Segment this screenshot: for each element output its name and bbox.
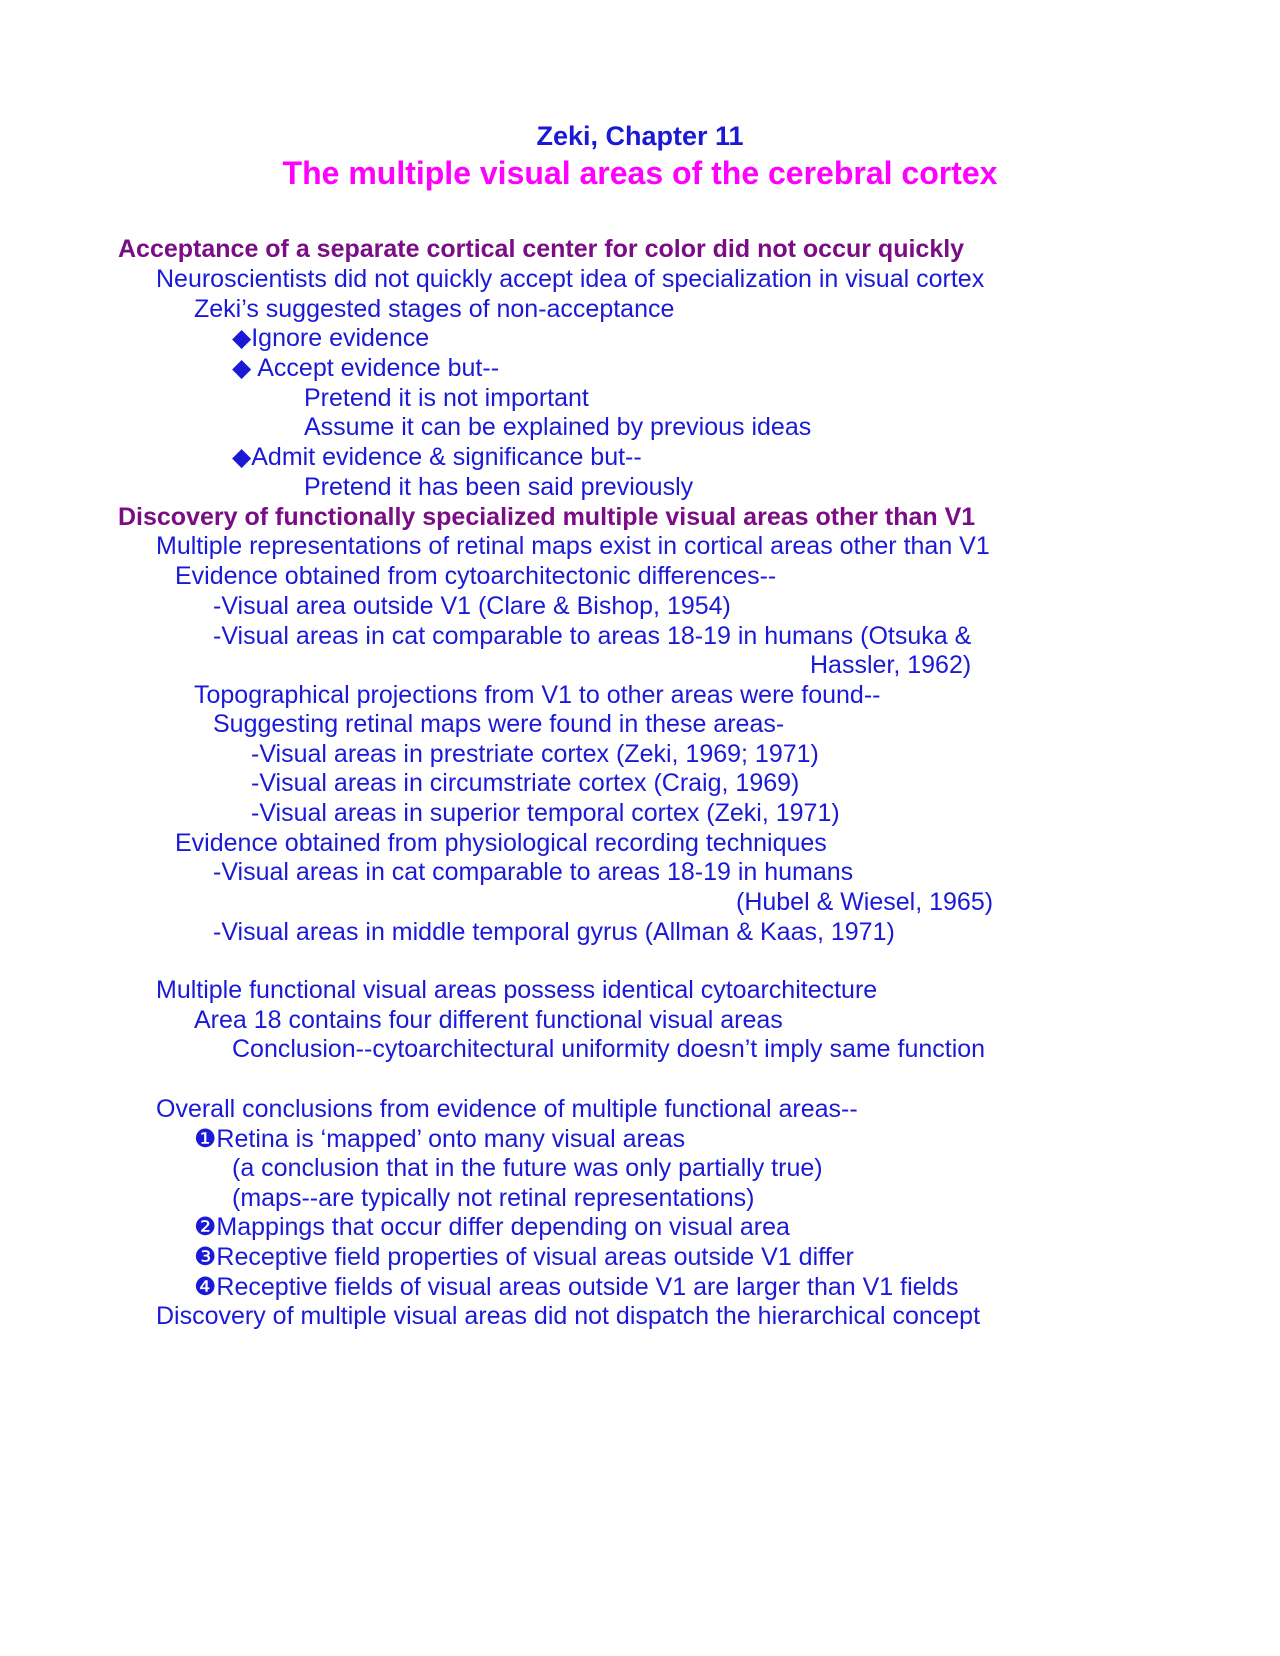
numbered-bullet-icon: ❸ (194, 1243, 217, 1271)
diamond-bullet-icon: ◆ (232, 324, 252, 352)
line-text: Overall conclusions from evidence of multiple functional areas-- (156, 1095, 858, 1123)
outline-line (232, 1034, 985, 1064)
diamond-bullet-icon: ◆ (232, 354, 252, 382)
outline-line (232, 442, 642, 472)
line-text: (a conclusion that in the future was only partially true) (232, 1154, 823, 1182)
line-text: -Visual areas in cat comparable to areas 18-19 in humans (Otsuka & (213, 622, 972, 650)
line-text: Retina is ‘mapped’ onto many visual areas (216, 1125, 686, 1153)
section-heading (118, 502, 975, 532)
line-text: Pretend it has been said previously (304, 473, 694, 501)
outline-line (156, 531, 990, 561)
outline-line (213, 591, 731, 621)
line-text: Area 18 contains four different functional visual areas (194, 1006, 783, 1034)
outline-line (232, 1153, 823, 1183)
outline-line (304, 383, 589, 413)
line-text: Assume it can be explained by previous ideas (304, 413, 812, 441)
line-text: Ignore evidence (251, 324, 430, 352)
line-text: Admit evidence & significance but-- (251, 443, 642, 471)
line-text: Multiple representations of retinal maps exist in cortical areas other than V1 (156, 532, 990, 560)
line-text: -Visual areas in middle temporal gyrus (Allman & Kaas, 1971) (213, 918, 895, 946)
outline-line (194, 1005, 783, 1035)
outline-line (304, 472, 693, 502)
outline-line (213, 621, 971, 651)
line-text: Mappings that occur differ depending on visual area (216, 1213, 790, 1241)
outline-line (156, 1094, 858, 1124)
outline-line (194, 680, 880, 710)
outline-line (810, 650, 971, 680)
line-text: Conclusion--cytoarchitectural uniformity doesn’t imply same function (232, 1035, 986, 1063)
outline-line (251, 739, 819, 769)
outline-line (251, 768, 799, 798)
numbered-bullet-icon: ❷ (194, 1213, 217, 1241)
line-text: Acceptance of a separate cortical center for color did not occur quickly (118, 235, 965, 263)
outline-line (251, 798, 840, 828)
line-text: Evidence obtained from cytoarchitectonic differences-- (175, 562, 777, 590)
line-text: Neuroscientists did not quickly accept idea of specialization in visual cortex (156, 265, 985, 293)
line-text: Receptive field properties of visual areas outside V1 differ (216, 1243, 854, 1271)
line-text: Hassler, 1962) (810, 651, 972, 679)
line-text: (Hubel & Wiesel, 1965) (736, 888, 994, 916)
outline-line (736, 887, 993, 917)
line-text: Topographical projections from V1 to other areas were found-- (194, 681, 881, 709)
line-text: (maps--are typically not retinal representations) (232, 1184, 755, 1212)
outline-line (175, 828, 827, 858)
line-text: Evidence obtained from physiological recording techniques (175, 829, 827, 857)
outline-line (194, 294, 674, 324)
outline-line (232, 323, 429, 353)
line-text: Accept evidence but-- (257, 354, 500, 382)
line-text: Multiple functional visual areas possess identical cytoarchitecture (156, 976, 878, 1004)
outline-line (232, 1183, 754, 1213)
line-text: -Visual area outside V1 (Clare & Bishop, 1954) (213, 592, 731, 620)
outline-line (194, 1242, 854, 1272)
line-text: Receptive fields of visual areas outside V1 are larger than V1 fields (216, 1273, 959, 1301)
outline-line (156, 264, 984, 294)
line-text: -Visual areas in superior temporal cortex (Zeki, 1971) (251, 799, 840, 827)
line-text: -Visual areas in prestriate cortex (Zeki, 1969; 1971) (251, 740, 819, 768)
outline-line (213, 709, 784, 739)
numbered-bullet-icon: ❶ (194, 1125, 217, 1153)
line-text: -Visual areas in circumstriate cortex (Craig, 1969) (251, 769, 800, 797)
numbered-bullet-icon: ❹ (194, 1273, 217, 1301)
outline-line (213, 857, 853, 887)
outline-line (304, 412, 811, 442)
outline-line (194, 1212, 790, 1242)
outline-line (156, 1301, 980, 1331)
line-text: -Visual areas in cat comparable to areas 18-19 in humans (213, 858, 854, 886)
line-text: Zeki’s suggested stages of non-acceptance (194, 295, 675, 323)
outline-line (194, 1124, 685, 1154)
outline-line (232, 353, 499, 383)
line-text: Pretend it is not important (304, 384, 589, 412)
diamond-bullet-icon: ◆ (232, 443, 252, 471)
page-title: The multiple visual areas of the cerebral cortex (282, 155, 998, 191)
outline-line (156, 975, 877, 1005)
chapter-heading: Zeki, Chapter 11 (536, 121, 744, 151)
line-text: Suggesting retinal maps were found in these areas- (213, 710, 785, 738)
outline-line (175, 561, 776, 591)
section-heading (118, 234, 964, 264)
outline-line (194, 1272, 959, 1302)
line-text: Discovery of functionally specialized multiple visual areas other than V1 (118, 503, 976, 531)
line-text: Discovery of multiple visual areas did not dispatch the hierarchical concept (156, 1302, 981, 1330)
outline-line (213, 917, 895, 947)
